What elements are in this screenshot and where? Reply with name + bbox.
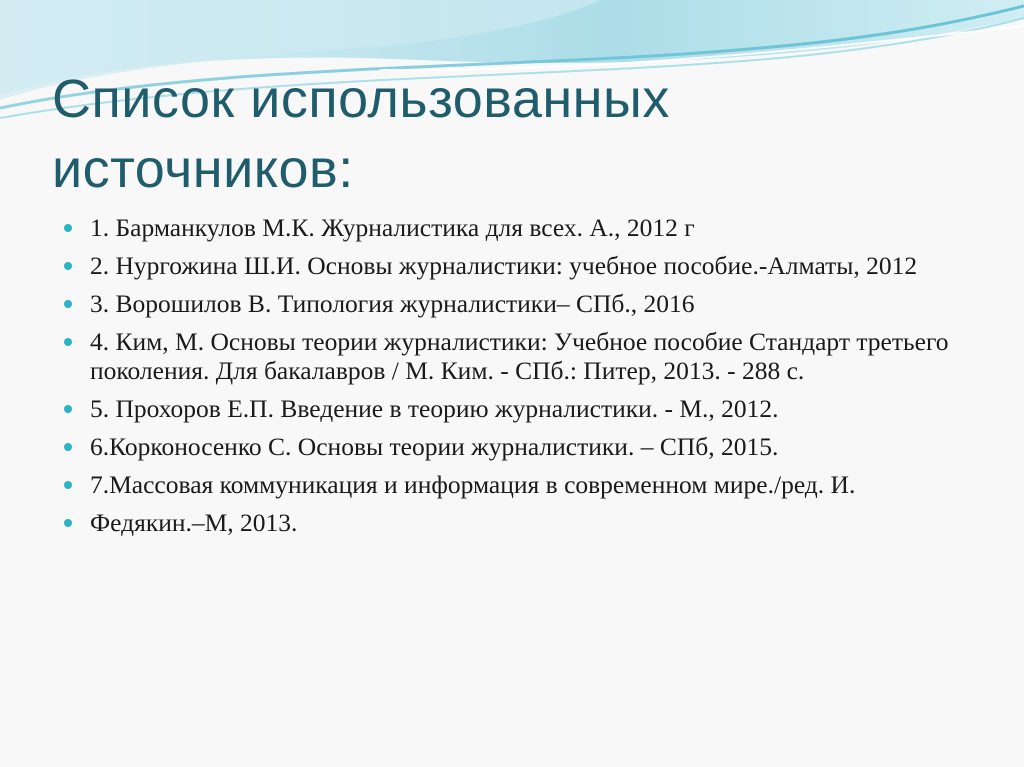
bullet-dot-icon <box>64 262 72 270</box>
title-line-2: источников: <box>52 139 354 199</box>
bullet-dot-icon <box>64 443 72 451</box>
bullet-dot-icon <box>64 519 72 527</box>
bullet-dot-icon <box>64 481 72 489</box>
title-line-1: Список использованных <box>52 69 670 129</box>
sources-list <box>62 213 962 546</box>
bullet-dot-icon <box>64 300 72 308</box>
list-item-text: 4. Ким, М. Основы теории журналистики: Учебное пособие Стандарт третьего поколения. Для бакалавров / М. Ким. - СПб.: Питер, 2013. - 288 с. <box>90 327 949 385</box>
list-item <box>62 213 962 242</box>
list-item <box>62 327 962 385</box>
list-item <box>62 394 962 423</box>
list-item <box>62 289 962 318</box>
list-item-text: 6.Корконосенко С. Основы теории журналистики. – СПб, 2015. <box>90 432 779 461</box>
list-item-text: 1. Барманкулов М.К. Журналистика для всех. А., 2012 г <box>90 213 695 242</box>
list-item-text: 5. Прохоров Е.П. Введение в теорию журналистики. - М., 2012. <box>90 394 779 423</box>
list-item-text: 2. Нургожина Ш.И. Основы журналистики: учебное пособие.-Алматы, 2012 <box>90 251 918 280</box>
list-item <box>62 432 962 461</box>
bullet-dot-icon <box>64 224 72 232</box>
list-item <box>62 251 962 280</box>
list-item-text: 3. Ворошилов В. Типология журналистики– СПб., 2016 <box>90 289 695 318</box>
list-item <box>62 508 962 537</box>
slide-title <box>52 64 952 204</box>
list-item <box>62 470 962 499</box>
list-item-text: 7.Массовая коммуникация и информация в современном мире./ред. И. <box>90 470 856 499</box>
bullet-dot-icon <box>64 405 72 413</box>
bullet-dot-icon <box>64 338 72 346</box>
list-item-text: Федякин.–М, 2013. <box>90 508 298 537</box>
